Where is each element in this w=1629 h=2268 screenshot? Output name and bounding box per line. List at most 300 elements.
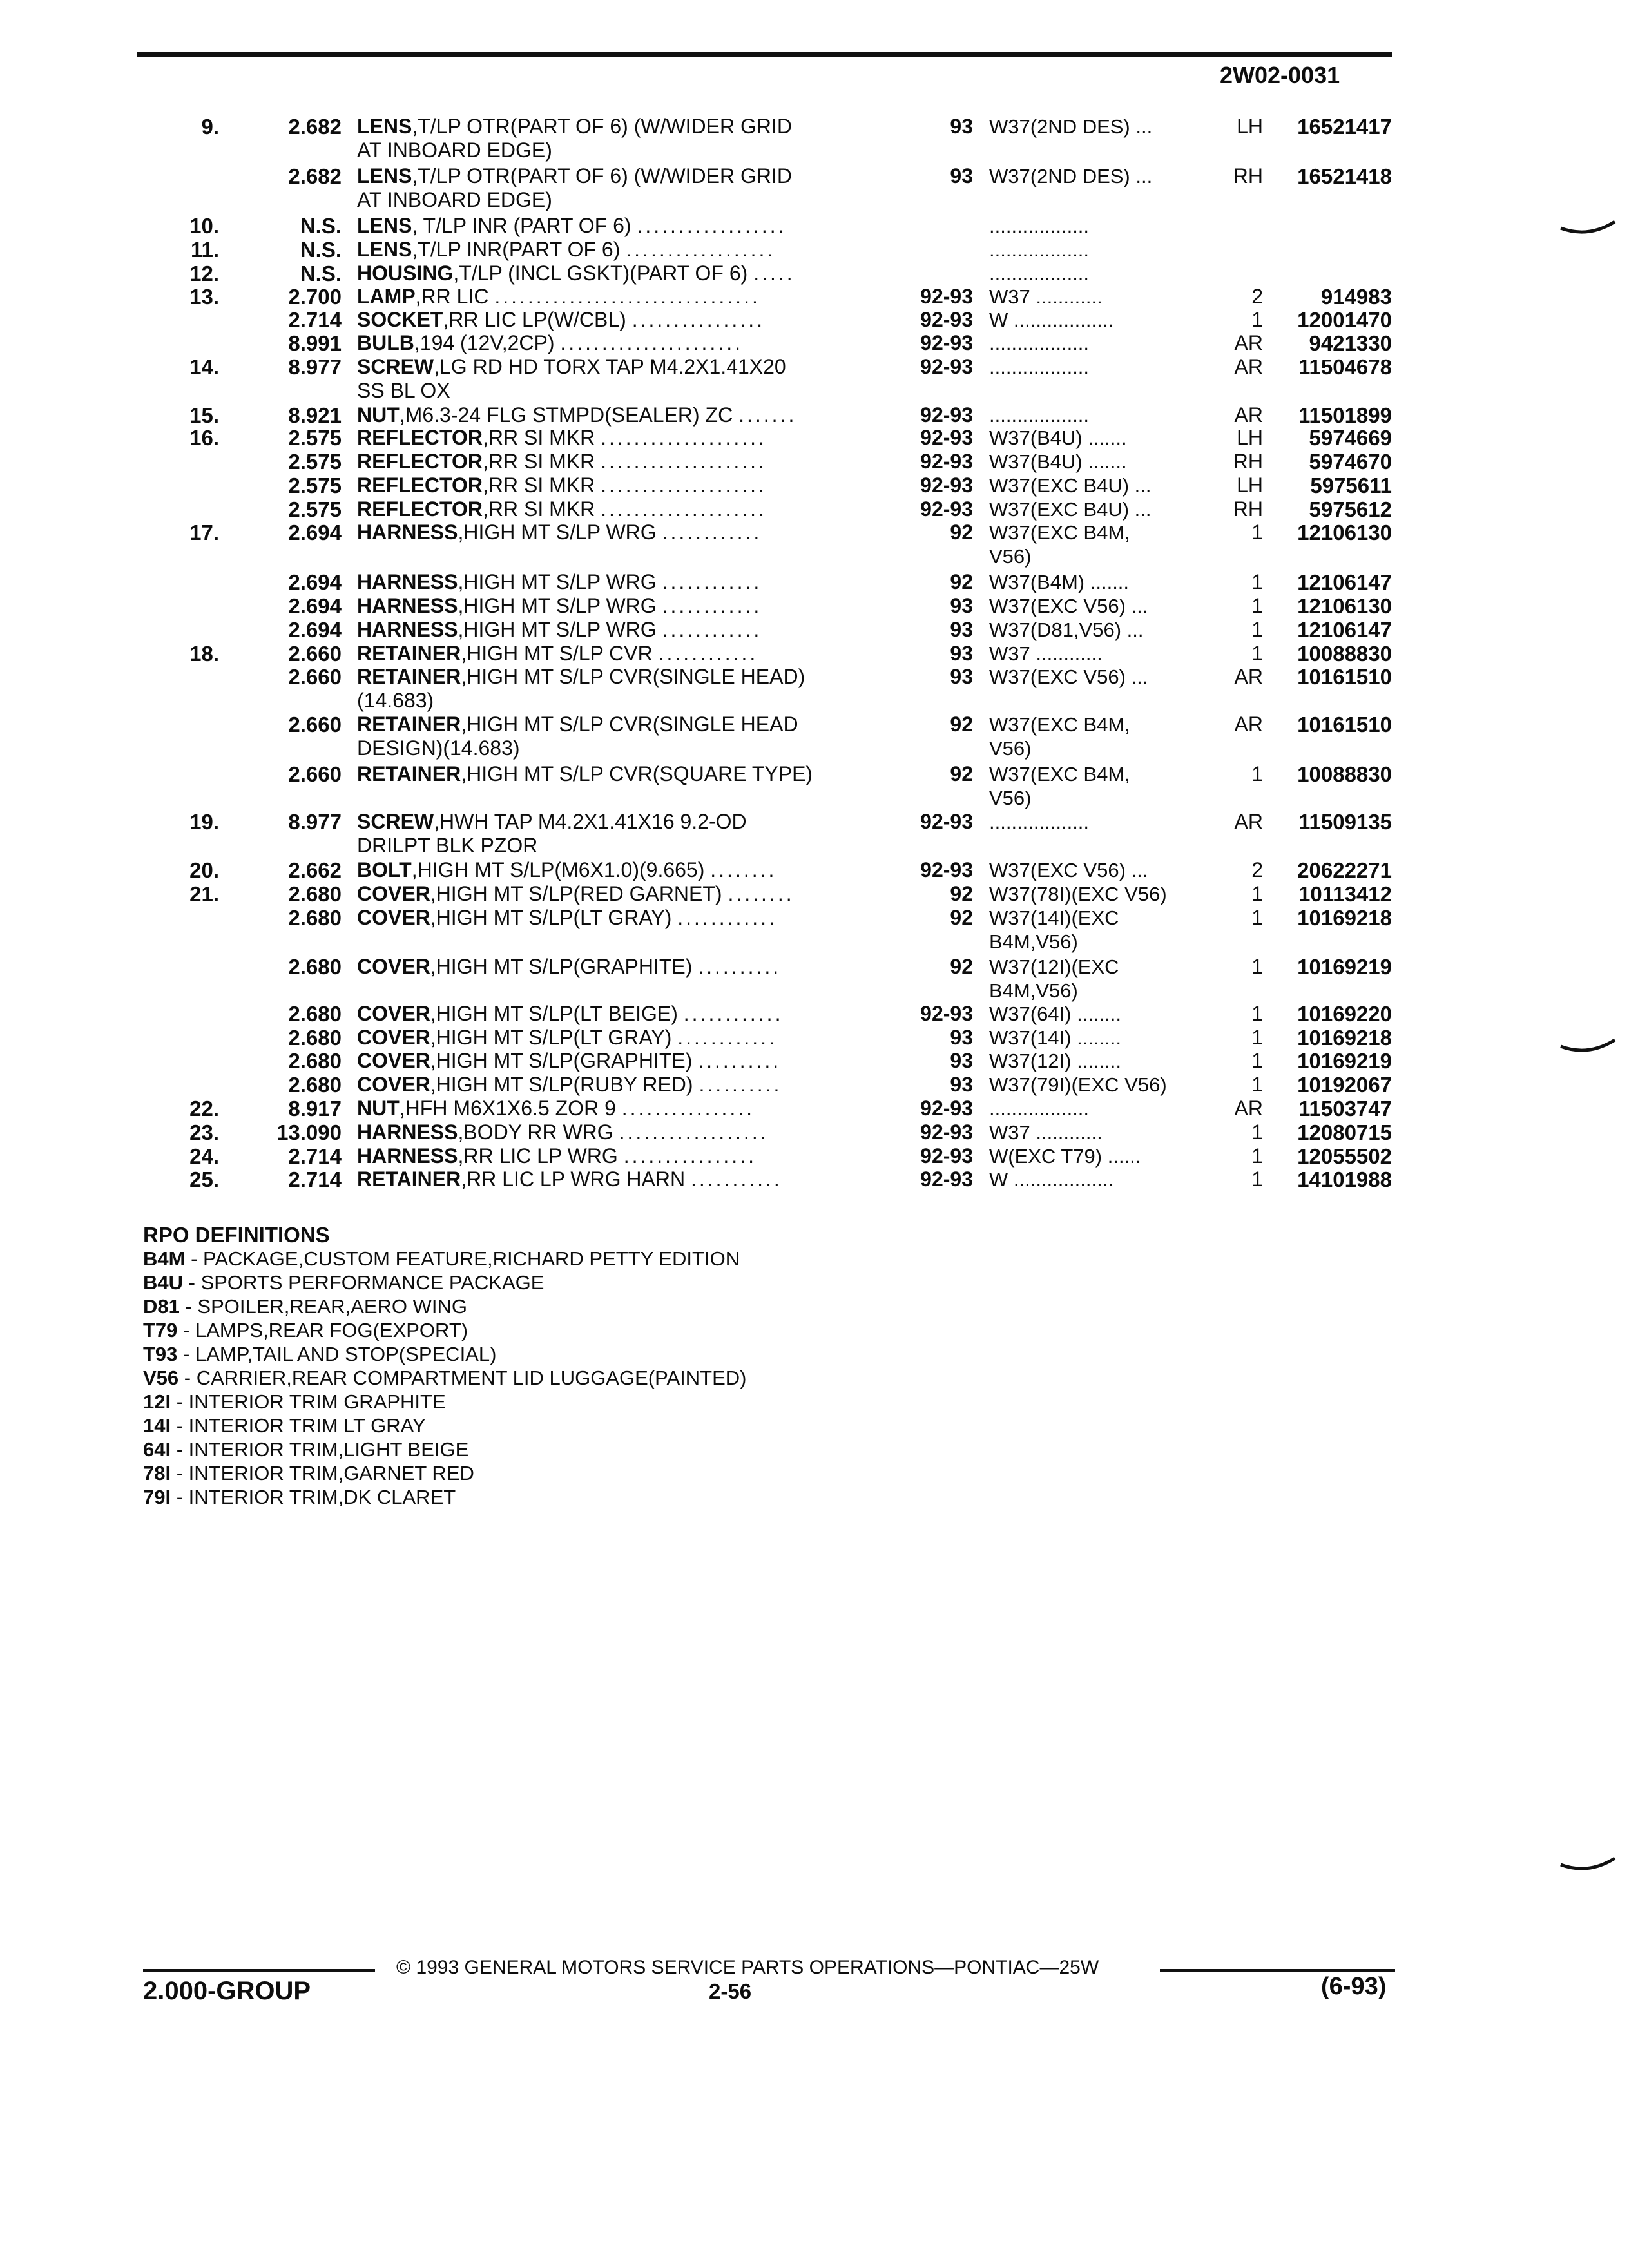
model-years: 92-93 [920,355,973,378]
model-years: 92-93 [920,426,973,449]
dot-leader: ........ [710,858,777,881]
part-name: COVER [357,955,430,978]
model-years: 92-93 [920,1002,973,1025]
rpo-item [143,1294,746,1318]
rpo-code: 12I [143,1390,171,1413]
model-years: 93 [950,115,973,138]
item-number: 11. [190,238,219,262]
part-description [357,1120,892,1144]
group-number: 2.680 [288,906,342,930]
dot-leader: .......... [698,1049,782,1072]
part-detail-continued: AT INBOARD EDGE) [357,139,552,162]
rpo-item [143,1485,746,1509]
part-detail: ,LG RD HD TORX TAP M4.2X1.41X20 [434,355,786,378]
part-number: 11509135 [1298,810,1392,834]
table-row [0,355,1629,403]
part-detail: ,HIGH MT S/LP(LT GRAY) [430,906,672,929]
part-detail: ,HWH TAP M4.2X1.41X16 9.2-OD [434,810,747,833]
binder-mark [1559,219,1617,238]
group-number: 2.682 [288,164,342,188]
part-name: BULB [357,331,414,354]
group-number: 2.575 [288,497,342,521]
rpo-code: T93 [143,1343,178,1365]
part-number: 12106130 [1297,594,1392,618]
dot-leader: ................ [621,1097,755,1120]
part-description [357,955,892,979]
part-detail: ,HIGH MT S/LP(GRAPHITE) [430,1049,693,1072]
rpo-text: - PACKAGE,CUSTOM FEATURE,RICHARD PETTY EDITION [185,1247,740,1270]
application [989,810,1215,834]
quantity: 1 [1251,570,1263,593]
part-number: 16521417 [1297,115,1392,139]
application-line: W37(EXC B4U) ... [989,474,1152,497]
quantity: RH [1233,164,1263,187]
application [989,403,1215,427]
rpo-text: - INTERIOR TRIM,GARNET RED [171,1462,474,1485]
part-name: REFLECTOR [357,474,483,497]
part-detail: ,HIGH MT S/LP(GRAPHITE) [430,955,693,978]
rpo-item [143,1342,746,1366]
application-line: W(EXC T79) ...... [989,1145,1141,1168]
part-number: 12055502 [1297,1144,1392,1168]
quantity: 1 [1251,762,1263,785]
part-description [357,403,892,427]
application-line-continued: V56) [989,737,1032,760]
item-number: 20. [189,858,219,882]
part-number: 20622271 [1297,858,1392,882]
part-number: 10161510 [1297,665,1392,689]
group-number: 2.694 [288,570,342,594]
part-name: LENS [357,238,412,261]
quantity: 1 [1251,882,1263,905]
group-number: 2.714 [288,1144,342,1168]
part-detail: ,HIGH MT S/LP CVR(SQUARE TYPE) [461,762,813,785]
application [989,1120,1215,1144]
rpo-text: - INTERIOR TRIM GRAPHITE [171,1390,446,1413]
rpo-item [143,1271,746,1294]
part-detail: ,HIGH MT S/LP WRG [458,570,657,593]
group-number: 8.977 [288,355,342,379]
model-years: 92 [950,906,973,929]
model-years: 92-93 [920,308,973,331]
part-name: SCREW [357,810,434,833]
rpo-item [143,1414,746,1437]
group-number: 2.662 [288,858,342,882]
part-description [357,1097,892,1120]
part-detail: ,RR LIC LP(W/CBL) [443,308,626,331]
part-detail: ,HIGH MT S/LP(RUBY RED) [430,1073,693,1096]
part-detail: ,HIGH MT S/LP(LT BEIGE) [430,1002,678,1025]
rpo-code: D81 [143,1295,180,1318]
rpo-title: RPO DEFINITIONS [143,1223,330,1247]
part-name: COVER [357,906,430,929]
dot-leader: ..... [753,262,795,285]
group-number: 2.680 [288,1026,342,1050]
model-years: 93 [950,594,973,617]
application [989,262,1215,285]
quantity: AR [1234,665,1263,688]
item-number: 17. [189,521,219,544]
copyright-text: © 1993 GENERAL MOTORS SERVICE PARTS OPERATIONS—PONTIAC—25W [396,1957,1099,1978]
application-line: W37 ............ [989,285,1103,308]
part-detail: ,T/LP INR(PART OF 6) [412,238,621,261]
part-number: 10088830 [1297,762,1392,786]
application-line: W37(EXC V56) ... [989,666,1148,688]
quantity: 1 [1251,308,1263,331]
part-description [357,474,892,497]
model-years: 92 [950,521,973,544]
application [989,594,1215,618]
group-number: 2.714 [288,1168,342,1191]
part-description [357,497,892,521]
application-line: W37(12I) ........ [989,1050,1121,1072]
application [989,642,1215,666]
item-number: 19. [189,810,219,834]
application [989,1049,1215,1073]
application [989,214,1215,238]
rpo-item [143,1318,746,1342]
item-number: 21. [189,882,219,906]
application-line: .................. [989,811,1090,833]
part-number: 11504678 [1298,355,1392,379]
group-number: 2.694 [288,521,342,544]
document-code: 2W02-0031 [1220,62,1340,88]
application [989,450,1215,474]
item-number: 23. [189,1120,219,1144]
rpo-code: 14I [143,1414,171,1437]
quantity: AR [1234,810,1263,833]
quantity: LH [1237,115,1263,138]
part-detail: , T/LP INR (PART OF 6) [412,214,631,237]
part-name: COVER [357,1002,430,1025]
item-number: 16. [189,426,219,450]
application [989,882,1215,906]
item-number: 9. [201,115,219,139]
part-number: 10192067 [1297,1073,1392,1097]
application-line: .................. [989,356,1090,378]
quantity: 1 [1251,1168,1263,1191]
application-line: W37 ............ [989,642,1103,665]
part-detail: ,T/LP OTR(PART OF 6) (W/WIDER GRID [412,164,792,187]
group-number: 2.660 [288,713,342,736]
part-number: 10169218 [1297,1026,1392,1050]
group-number: 8.977 [288,810,342,834]
part-name: COVER [357,1049,430,1072]
table-row [0,521,1629,568]
dot-leader: .................. [619,1120,769,1144]
application [989,570,1215,594]
part-description [357,906,892,930]
part-description [357,214,892,238]
part-name: NUT [357,403,400,427]
dot-leader: ............ [658,642,758,665]
application [989,1144,1215,1168]
part-detail: ,HIGH MT S/LP(RED GARNET) [430,882,722,905]
quantity: 1 [1251,955,1263,978]
part-name: COVER [357,1073,430,1096]
quantity: 1 [1251,1049,1263,1072]
group-number: 2.694 [288,594,342,618]
quantity: 1 [1251,618,1263,641]
application [989,1026,1215,1050]
application [989,164,1215,188]
group-number: 2.575 [288,426,342,450]
dot-leader: .......... [698,955,782,978]
quantity: 1 [1251,1120,1263,1144]
application [989,1002,1215,1026]
part-number: 12106147 [1297,618,1392,642]
part-name: HARNESS [357,570,458,593]
part-description [357,285,892,309]
application [989,355,1215,379]
quantity: AR [1234,713,1263,736]
application [989,238,1215,262]
dot-leader: ............ [662,521,762,544]
application-line: W37 ............ [989,1121,1103,1144]
application-line: W37(14I) ........ [989,1026,1121,1049]
part-detail: ,HIGH MT S/LP(LT GRAY) [430,1026,672,1049]
quantity: AR [1234,331,1263,354]
part-number: 10169219 [1297,955,1392,979]
model-years: 93 [950,1049,973,1072]
part-detail: ,RR LIC LP WRG HARN [461,1168,686,1191]
part-detail: ,HIGH MT S/LP CVR(SINGLE HEAD [461,713,798,736]
application-line: W37(12I)(EXC [989,956,1119,978]
group-number: 2.682 [288,115,342,139]
rpo-text: - INTERIOR TRIM,DK CLARET [171,1486,456,1508]
dot-leader: .................. [637,214,787,237]
rpo-item [143,1390,746,1414]
model-years: 92-93 [920,450,973,473]
quantity: AR [1234,355,1263,378]
part-description [357,426,892,450]
part-description [357,570,892,594]
rpo-code: V56 [143,1367,179,1389]
part-description [357,308,892,332]
part-number: 12001470 [1297,308,1392,332]
application-line: W37(2ND DES) ... [989,165,1153,187]
part-detail-continued: (14.683) [357,689,434,712]
application [989,1073,1215,1097]
part-name: NUT [357,1097,400,1120]
part-name: RETAINER [357,762,461,785]
rpo-definitions [143,1223,746,1509]
group-number: 2.660 [288,762,342,786]
part-description [357,1026,892,1050]
rpo-code: B4U [143,1271,184,1294]
application-line: W37(79I)(EXC V56) [989,1073,1167,1096]
top-rule [137,52,1392,57]
rpo-code: B4M [143,1247,186,1270]
part-name: RETAINER [357,665,461,688]
application [989,665,1215,689]
part-detail: ,HIGH MT S/LP WRG [458,521,657,544]
group-number: 8.991 [288,331,342,355]
application [989,713,1215,760]
part-detail: ,HFH M6X1X6.5 ZOR 9 [399,1097,616,1120]
dot-leader: ............ [662,570,762,593]
part-number: 14101988 [1297,1168,1392,1191]
rpo-item [143,1366,746,1390]
application-line-continued: V56) [989,545,1032,568]
item-number: 13. [189,285,219,309]
part-number: 10161510 [1297,713,1392,736]
quantity: 2 [1251,858,1263,881]
quantity: 1 [1251,1144,1263,1168]
application-line: W37(B4U) ....... [989,427,1127,449]
part-description [357,164,892,212]
part-number: 12106130 [1297,521,1392,544]
group-number: 2.680 [288,1002,342,1026]
quantity: 1 [1251,1073,1263,1096]
part-description [357,713,892,760]
part-name: HARNESS [357,1144,458,1168]
application-line: W37(14I)(EXC [989,907,1119,929]
application [989,426,1215,450]
part-description [357,810,892,858]
dot-leader: .................... [601,426,767,449]
group-number: 8.921 [288,403,342,427]
group-number: 2.700 [288,285,342,309]
part-detail: ,T/LP (INCL GSKT)(PART OF 6) [453,262,748,285]
group-number: 8.917 [288,1097,342,1120]
part-name: REFLECTOR [357,426,483,449]
part-detail: ,HIGH MT S/LP CVR [461,642,653,665]
rpo-code: 64I [143,1438,171,1461]
table-row [0,713,1629,760]
model-years: 92-93 [920,285,973,308]
rpo-text: - LAMPS,REAR FOG(EXPORT) [177,1319,468,1341]
rpo-code: 79I [143,1486,171,1508]
model-years: 92-93 [920,403,973,427]
dot-leader: ............ [677,906,777,929]
part-detail: ,T/LP OTR(PART OF 6) (W/WIDER GRID [412,115,792,138]
table-row [0,164,1629,212]
application [989,308,1215,332]
quantity: 2 [1251,285,1263,308]
application-line: W37(B4U) ....... [989,450,1127,473]
application [989,115,1215,139]
application-line: W37(64I) ........ [989,1003,1121,1025]
part-name: SOCKET [357,308,443,331]
part-name: SCREW [357,355,434,378]
application-line: W37(EXC B4M, [989,763,1130,785]
model-years: 92-93 [920,1097,973,1120]
part-detail: ,RR SI MKR [482,497,595,521]
part-number: 5974670 [1309,450,1392,474]
quantity: 1 [1251,906,1263,929]
group-number: 2.660 [288,665,342,689]
part-detail-continued: DESIGN)(14.683) [357,736,520,760]
model-years: 92 [950,882,973,905]
application [989,618,1215,642]
model-years: 93 [950,618,973,641]
application-line: W37(B4M) ....... [989,571,1130,593]
application-line: W37(EXC V56) ... [989,595,1148,617]
item-number: 22. [189,1097,219,1120]
part-description [357,238,892,262]
dot-leader: .................... [601,474,767,497]
group-number: 2.575 [288,450,342,474]
group-number: 2.680 [288,882,342,906]
group-number: N.S. [300,238,342,262]
application-line: .................. [989,1097,1090,1120]
dot-leader: ............ [677,1026,777,1049]
binder-mark [1559,1856,1617,1875]
application-line: W37(EXC B4M, [989,713,1130,736]
table-row [0,955,1629,1003]
dot-leader: ................................ [494,285,760,308]
rpo-text: - LAMP,TAIL AND STOP(SPECIAL) [177,1343,497,1365]
part-name: RETAINER [357,642,461,665]
part-number: 16521418 [1297,164,1392,188]
part-name: HARNESS [357,618,458,641]
model-years: 93 [950,164,973,187]
rpo-text: - SPOILER,REAR,AERO WING [179,1295,467,1318]
quantity: 1 [1251,521,1263,544]
part-detail: ,M6.3-24 FLG STMPD(SEALER) ZC [399,403,733,427]
rpo-item [143,1437,746,1461]
model-years: 92-93 [920,1120,973,1144]
application-line-continued: B4M,V56) [989,930,1078,953]
table-row [0,665,1629,713]
rpo-text: - CARRIER,REAR COMPARTMENT LID LUGGAGE(PAINTED) [178,1367,747,1389]
model-years: 92-93 [920,1168,973,1191]
rpo-list [143,1247,746,1509]
part-description [357,115,892,162]
part-description [357,858,892,882]
part-number: 5975611 [1310,474,1392,497]
part-detail: ,HIGH MT S/LP WRG [458,618,657,641]
model-years: 92 [950,570,973,593]
part-number: 5975612 [1309,497,1392,521]
part-name: LENS [357,115,412,138]
group-number: 2.680 [288,955,342,979]
application [989,955,1215,1003]
footer-rule-right [1160,1969,1395,1972]
part-description [357,1002,892,1026]
dot-leader: .................... [601,450,767,473]
quantity: LH [1237,426,1263,449]
part-description [357,355,892,403]
application [989,285,1215,309]
part-number: 5974669 [1309,426,1392,450]
part-number: 12080715 [1297,1120,1392,1144]
rpo-code: 78I [143,1462,171,1485]
part-name: HOUSING [357,262,454,285]
part-name: COVER [357,1026,430,1049]
part-name: COVER [357,882,430,905]
model-years: 92-93 [920,331,973,354]
dot-leader: ........... [690,1168,782,1191]
application-line-continued: V56) [989,787,1032,809]
quantity: AR [1234,403,1263,427]
application-line: W37(2ND DES) ... [989,115,1153,138]
part-description [357,1144,892,1168]
item-number: 25. [189,1168,219,1191]
part-number: 10169218 [1297,906,1392,930]
part-number: 10169220 [1297,1002,1392,1026]
group-number: N.S. [300,214,342,238]
model-years: 92-93 [920,497,973,521]
part-name: LAMP [357,285,416,308]
part-description [357,618,892,642]
part-number: 914983 [1320,285,1392,309]
application-line: .................. [989,332,1090,354]
part-description [357,1168,892,1191]
part-description [357,450,892,474]
part-detail-continued: SS BL OX [357,379,450,402]
